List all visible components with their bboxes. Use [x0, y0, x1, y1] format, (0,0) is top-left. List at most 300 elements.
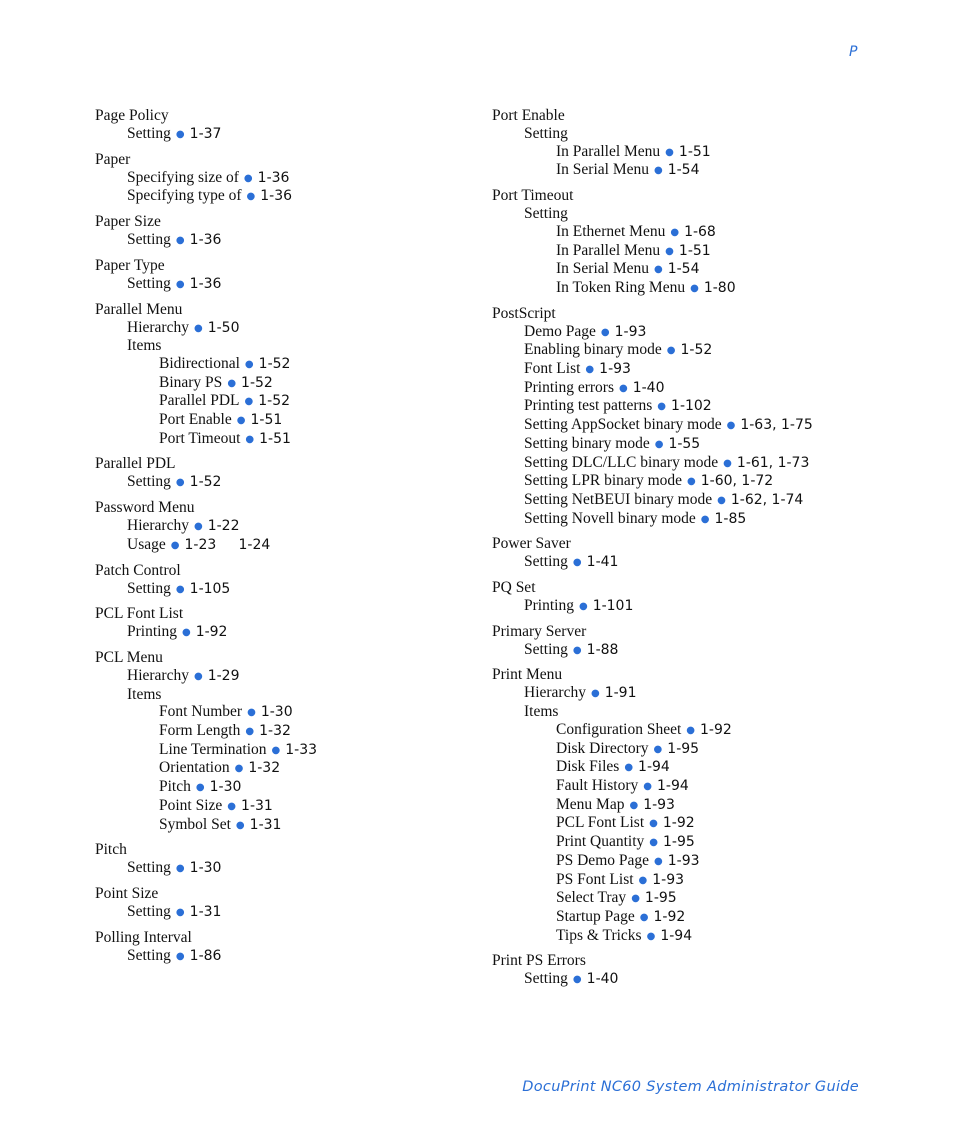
- bullet-separator-icon: ●: [235, 819, 245, 831]
- index-subentry: [95, 231, 515, 250]
- page-reference: 1-95: [663, 834, 695, 851]
- bullet-separator-icon: ●: [643, 780, 652, 792]
- entry-label: Paper: [95, 150, 131, 168]
- entry-label: Print PS Errors: [492, 952, 586, 970]
- entry-label: PQ Set: [492, 579, 536, 597]
- index-term: [492, 186, 912, 205]
- index-subentry: [492, 279, 912, 298]
- bullet-separator-icon: ●: [175, 950, 185, 962]
- entry-label: Hierarchy: [127, 318, 189, 336]
- entry-label: Symbol Set: [159, 815, 231, 833]
- index-subentry: [492, 510, 912, 529]
- page-reference: 1-54: [667, 261, 700, 278]
- index-subentry: [492, 242, 912, 261]
- entry-label: Hierarchy: [524, 684, 586, 702]
- page-reference: 1-40: [586, 971, 619, 988]
- index-subentry: [492, 684, 912, 703]
- bullet-separator-icon: ●: [665, 245, 674, 257]
- page-reference: 1-92: [653, 908, 686, 925]
- page-reference: 1-94: [656, 777, 689, 794]
- bullet-separator-icon: ●: [245, 433, 255, 445]
- entry-label: Specifying type of: [127, 187, 242, 205]
- index-subentry: [492, 908, 912, 927]
- index-subentry: [95, 623, 515, 642]
- index-subentry: [492, 553, 912, 572]
- index-subentry: [95, 355, 515, 374]
- entry-label: Point Size: [159, 796, 223, 814]
- bullet-separator-icon: ●: [175, 477, 185, 489]
- page-reference: 1-30: [209, 779, 242, 796]
- index-subentry: [492, 814, 912, 833]
- index-entry: [95, 498, 515, 554]
- entry-label: Setting: [524, 640, 568, 658]
- index-subentry: [492, 927, 912, 946]
- page-reference: 1-86: [189, 947, 222, 964]
- bullet-separator-icon: ●: [717, 494, 726, 506]
- bullet-separator-icon: ●: [236, 415, 246, 427]
- bullet-separator-icon: ●: [193, 670, 203, 682]
- index-subentry: [95, 430, 515, 449]
- bullet-separator-icon: ●: [631, 893, 640, 905]
- index-entry: [95, 256, 515, 294]
- entry-label: Setting Novell binary mode: [524, 509, 696, 527]
- index-entry: [492, 578, 912, 616]
- index-subentry: [492, 161, 912, 180]
- entry-label: Form Length: [159, 722, 241, 740]
- entry-label: Setting: [127, 274, 171, 292]
- entry-label: Items: [127, 685, 162, 703]
- page-reference: 1-92: [700, 721, 732, 738]
- bullet-separator-icon: ●: [654, 438, 664, 450]
- entry-label: Print Menu: [492, 666, 563, 684]
- index-subentry: [95, 125, 515, 144]
- index-subentry: [492, 597, 912, 616]
- page-reference: 1-40: [632, 379, 665, 396]
- page-reference: 1-36: [189, 232, 222, 249]
- page-reference: 1-55: [668, 435, 701, 452]
- page-reference: 1-52: [258, 393, 291, 410]
- bullet-separator-icon: ●: [175, 129, 185, 140]
- index-subentry: [492, 223, 912, 242]
- page-reference: 1-93: [643, 796, 675, 813]
- page-reference: 1-68: [684, 223, 716, 240]
- index-entry: [492, 106, 912, 180]
- entry-label: Paper Size: [95, 213, 161, 231]
- entry-label: Parallel PDL: [159, 392, 240, 410]
- page-reference: 1-88: [586, 641, 619, 658]
- index-subentry: [95, 536, 515, 555]
- index-entry: [492, 622, 912, 660]
- entry-label: Setting: [524, 970, 568, 988]
- bullet-separator-icon: ●: [170, 539, 180, 551]
- entry-label: Specifying size of: [127, 168, 239, 186]
- bullet-separator-icon: ●: [572, 644, 582, 656]
- page-reference: 1-92: [195, 624, 228, 641]
- bullet-separator-icon: ●: [227, 800, 237, 812]
- index-term: [95, 928, 515, 947]
- index-entry: [95, 212, 515, 250]
- bullet-separator-icon: ●: [175, 278, 185, 290]
- entry-label: Pitch: [95, 841, 127, 859]
- page-reference: 1-51: [678, 143, 711, 160]
- index-term: [95, 498, 515, 517]
- page-reference: 1-101: [592, 598, 634, 615]
- bullet-separator-icon: ●: [193, 322, 203, 334]
- page-reference: 1-94: [660, 927, 693, 944]
- index-entry: [95, 648, 515, 834]
- page-reference: 1-22: [207, 518, 240, 535]
- index-subentry: [492, 341, 912, 360]
- bullet-separator-icon: ●: [572, 974, 582, 986]
- entry-label: Power Saver: [492, 535, 571, 553]
- page-reference: 1-62, 1-74: [730, 491, 804, 508]
- page-reference: 1-33: [285, 741, 318, 758]
- index-term: [95, 648, 515, 667]
- bullet-separator-icon: ●: [181, 627, 191, 639]
- index-entry: [95, 300, 515, 449]
- entry-label: PS Font List: [556, 870, 634, 888]
- entry-label: Printing errors: [524, 378, 614, 396]
- index-subentry: [95, 859, 515, 878]
- index-term: [95, 256, 515, 275]
- index-subentry: [492, 143, 912, 162]
- bullet-separator-icon: ●: [175, 906, 185, 918]
- entry-label: Disk Files: [556, 758, 620, 776]
- page-reference: 1-51: [259, 430, 291, 447]
- bullet-separator-icon: ●: [646, 930, 656, 942]
- entry-label: Setting binary mode: [524, 434, 650, 452]
- page-reference: 1-93: [667, 852, 700, 869]
- entry-label: Menu Map: [556, 795, 625, 813]
- entry-label: Hierarchy: [127, 666, 189, 684]
- index-subentry: [95, 187, 515, 206]
- entry-label: Pitch: [159, 778, 191, 796]
- page-reference: 1-85: [714, 510, 747, 527]
- index-subentry: [95, 473, 515, 492]
- bullet-separator-icon: ●: [247, 707, 256, 719]
- bullet-separator-icon: ●: [572, 557, 582, 569]
- index-entry: [95, 150, 515, 206]
- page-reference: 1-93: [652, 871, 685, 888]
- entry-label: Setting: [524, 553, 568, 571]
- page-reference: 1-29: [207, 667, 240, 684]
- index-entry: [95, 840, 515, 878]
- page-reference: 1-23 1-24: [184, 536, 271, 553]
- page-reference: 1-52: [241, 374, 273, 391]
- index-subentry: [492, 871, 912, 890]
- bullet-separator-icon: ●: [639, 911, 649, 923]
- index-entry: [95, 454, 515, 492]
- index-term: [95, 212, 515, 231]
- index-term: [95, 884, 515, 903]
- page-reference: 1-31: [241, 797, 273, 814]
- index-subentry: [95, 374, 515, 393]
- index-subentry: [95, 703, 515, 722]
- index-subentry: [492, 360, 912, 379]
- index-entry: [95, 604, 515, 642]
- index-column-right: [492, 106, 912, 995]
- bullet-separator-icon: ●: [227, 377, 237, 389]
- index-subentry: [95, 759, 515, 778]
- page-reference: 1-95: [667, 740, 700, 757]
- index-subentry: [492, 397, 912, 416]
- index-term: [95, 604, 515, 623]
- entry-label: Parallel Menu: [95, 300, 183, 318]
- entry-label: Setting: [524, 205, 568, 223]
- page-reference: 1-36: [260, 188, 293, 205]
- bullet-separator-icon: ●: [687, 476, 696, 488]
- index-term: [95, 840, 515, 859]
- index-subentry: [95, 337, 515, 355]
- entry-label: Font Number: [159, 703, 243, 721]
- index-entry: [95, 884, 515, 922]
- index-column-left: [95, 106, 515, 971]
- entry-label: Setting: [127, 859, 171, 877]
- entry-label: Print Quantity: [556, 833, 645, 851]
- bullet-separator-icon: ●: [629, 799, 639, 811]
- index-subentry: [492, 472, 912, 491]
- entry-label: Setting: [127, 946, 171, 964]
- page-reference: 1-52: [680, 342, 713, 359]
- page-reference: 1-36: [257, 169, 290, 186]
- entry-label: Setting: [127, 231, 171, 249]
- page-reference: 1-30: [260, 704, 293, 721]
- index-entry: [492, 665, 912, 945]
- index-entry: [492, 304, 912, 529]
- entry-label: Printing: [127, 623, 177, 641]
- index-subentry: [95, 319, 515, 338]
- bullet-separator-icon: ●: [585, 364, 595, 376]
- page-reference: 1-94: [638, 759, 670, 776]
- page-reference: 1-50: [207, 319, 240, 336]
- index-term: [95, 454, 515, 473]
- bullet-separator-icon: ●: [665, 146, 674, 158]
- bullet-separator-icon: ●: [638, 874, 648, 886]
- bullet-separator-icon: ●: [244, 396, 254, 408]
- index-subentry: [492, 491, 912, 510]
- entry-label: Tips & Tricks: [556, 926, 642, 944]
- bullet-separator-icon: ●: [193, 521, 203, 533]
- index-subentry: [95, 411, 515, 430]
- index-subentry: [492, 777, 912, 796]
- index-subentry: [95, 722, 515, 741]
- entry-label: Setting: [127, 902, 171, 920]
- page-reference: 1-61, 1-73: [736, 454, 810, 471]
- page-reference: 1-63, 1-75: [740, 417, 813, 434]
- index-term: [492, 106, 912, 125]
- index-subentry: [95, 778, 515, 797]
- bullet-separator-icon: ●: [624, 762, 634, 774]
- index-entry: [95, 561, 515, 599]
- index-term: [492, 578, 912, 597]
- index-subentry: [492, 435, 912, 454]
- index-subentry: [95, 392, 515, 411]
- entry-label: In Serial Menu: [556, 161, 649, 179]
- bullet-separator-icon: ●: [657, 401, 667, 413]
- index-subentry: [492, 416, 912, 435]
- page-reference: 1-32: [248, 760, 281, 777]
- bullet-separator-icon: ●: [195, 782, 205, 794]
- entry-label: Setting: [127, 473, 171, 491]
- page-reference: 1-52: [258, 355, 291, 372]
- bullet-separator-icon: ●: [653, 264, 663, 276]
- entry-label: Bidirectional: [159, 354, 240, 372]
- index-subentry: [492, 889, 912, 908]
- entry-label: In Serial Menu: [556, 260, 649, 278]
- entry-label: Fault History: [556, 776, 639, 794]
- page-reference: 1-95: [644, 890, 677, 907]
- index-subentry: [95, 275, 515, 294]
- footer-guide-title: DocuPrint NC60 System Administrator Guide: [522, 1079, 859, 1095]
- index-term: [492, 622, 912, 641]
- entry-label: Paper Type: [95, 256, 165, 274]
- index-subentry: [492, 740, 912, 759]
- bullet-separator-icon: ●: [686, 724, 696, 736]
- page-reference: 1-51: [250, 412, 283, 429]
- entry-label: Point Size: [95, 884, 159, 902]
- index-subentry: [492, 205, 912, 223]
- index-subentry: [492, 721, 912, 740]
- bullet-separator-icon: ●: [243, 172, 253, 184]
- entry-label: Port Enable: [159, 411, 232, 429]
- entry-label: Enabling binary mode: [524, 341, 662, 359]
- entry-label: PCL Menu: [95, 648, 163, 666]
- index-subentry: [492, 260, 912, 279]
- entry-label: Primary Server: [492, 622, 587, 640]
- index-entry: [492, 951, 912, 989]
- index-subentry: [95, 741, 515, 760]
- entry-label: PostScript: [492, 304, 556, 322]
- index-subentry: [492, 641, 912, 660]
- index-subentry: [95, 517, 515, 536]
- bullet-separator-icon: ●: [175, 583, 185, 595]
- bullet-separator-icon: ●: [271, 744, 281, 756]
- entry-label: Setting LPR binary mode: [524, 472, 683, 490]
- index-term: [492, 951, 912, 970]
- index-term: [492, 304, 912, 323]
- page-reference: 1-54: [667, 162, 700, 179]
- page-reference: 1-41: [586, 554, 619, 571]
- index-term: [95, 106, 515, 125]
- page-reference: 1-93: [614, 323, 647, 340]
- page-section-letter: P: [849, 44, 858, 60]
- entry-label: Setting NetBEUI binary mode: [524, 490, 713, 508]
- entry-label: Setting: [127, 579, 171, 597]
- index-subentry: [492, 758, 912, 777]
- page-reference: 1-91: [604, 685, 637, 702]
- index-entry: [95, 928, 515, 966]
- index-term: [95, 300, 515, 319]
- page-reference: 1-37: [189, 126, 222, 142]
- bullet-separator-icon: ●: [590, 688, 600, 700]
- index-term: [492, 534, 912, 553]
- entry-label: Setting AppSocket binary mode: [524, 416, 722, 434]
- page-reference: 1-30: [189, 860, 222, 877]
- index-entry: [492, 186, 912, 298]
- entry-label: Printing: [524, 597, 574, 615]
- page-reference: 1-31: [249, 816, 282, 833]
- page-reference: 1-52: [189, 474, 222, 491]
- bullet-separator-icon: ●: [723, 457, 732, 469]
- index-subentry: [95, 169, 515, 188]
- index-entry: [95, 106, 515, 144]
- index-subentry: [95, 816, 515, 835]
- index-subentry: [492, 833, 912, 852]
- page-reference: 1-31: [189, 903, 222, 920]
- entry-label: Usage: [127, 535, 166, 553]
- index-subentry: [95, 686, 515, 704]
- bullet-separator-icon: ●: [578, 601, 588, 613]
- entry-label: Setting: [524, 125, 568, 142]
- bullet-separator-icon: ●: [690, 282, 699, 294]
- index-subentry: [492, 379, 912, 398]
- entry-label: Font List: [524, 360, 581, 378]
- index-subentry: [95, 903, 515, 922]
- entry-label: PS Demo Page: [556, 851, 649, 869]
- entry-label: Demo Page: [524, 322, 596, 340]
- entry-label: In Ethernet Menu: [556, 222, 666, 240]
- entry-label: Select Tray: [556, 889, 627, 907]
- index-subentry: [492, 970, 912, 989]
- entry-label: Orientation: [159, 759, 230, 777]
- entry-label: Line Termination: [159, 740, 267, 758]
- index-subentry: [492, 125, 912, 143]
- bullet-separator-icon: ●: [649, 837, 658, 849]
- page-reference: 1-80: [703, 279, 736, 296]
- index-subentry: [95, 580, 515, 599]
- bullet-separator-icon: ●: [175, 863, 185, 875]
- entry-label: Binary PS: [159, 373, 223, 391]
- entry-label: In Parallel Menu: [556, 241, 661, 259]
- index-subentry: [95, 947, 515, 966]
- bullet-separator-icon: ●: [234, 763, 244, 775]
- index-subentry: [492, 852, 912, 871]
- entry-label: Hierarchy: [127, 517, 189, 535]
- index-subentry: [492, 703, 912, 721]
- entry-label: In Parallel Menu: [556, 142, 661, 160]
- bullet-separator-icon: ●: [700, 513, 710, 525]
- index-subentry: [95, 667, 515, 686]
- entry-label: Printing test patterns: [524, 397, 653, 415]
- entry-label: Polling Interval: [95, 928, 192, 946]
- entry-label: Port Enable: [492, 107, 565, 124]
- entry-label: Setting: [127, 125, 171, 142]
- bullet-separator-icon: ●: [670, 226, 680, 238]
- bullet-separator-icon: ●: [618, 382, 628, 394]
- page-reference: 1-32: [259, 723, 291, 740]
- entry-label: Port Timeout: [159, 429, 241, 447]
- index-term: [492, 665, 912, 684]
- entry-label: Disk Directory: [556, 739, 649, 757]
- index-subentry: [492, 323, 912, 342]
- bullet-separator-icon: ●: [666, 345, 676, 357]
- entry-label: PCL Font List: [556, 814, 645, 832]
- page-reference: 1-36: [189, 275, 222, 292]
- entry-label: Page Policy: [95, 107, 169, 124]
- page-reference: 1-92: [662, 815, 695, 832]
- bullet-separator-icon: ●: [653, 165, 663, 177]
- entry-label: Items: [524, 703, 559, 721]
- bullet-separator-icon: ●: [653, 743, 663, 755]
- page-reference: 1-102: [671, 398, 712, 415]
- bullet-separator-icon: ●: [245, 726, 255, 738]
- bullet-separator-icon: ●: [246, 191, 256, 203]
- entry-label: In Token Ring Menu: [556, 278, 686, 296]
- page-reference: 1-93: [599, 361, 631, 378]
- index-term: [95, 150, 515, 169]
- bullet-separator-icon: ●: [244, 358, 254, 370]
- index-subentry: [492, 454, 912, 473]
